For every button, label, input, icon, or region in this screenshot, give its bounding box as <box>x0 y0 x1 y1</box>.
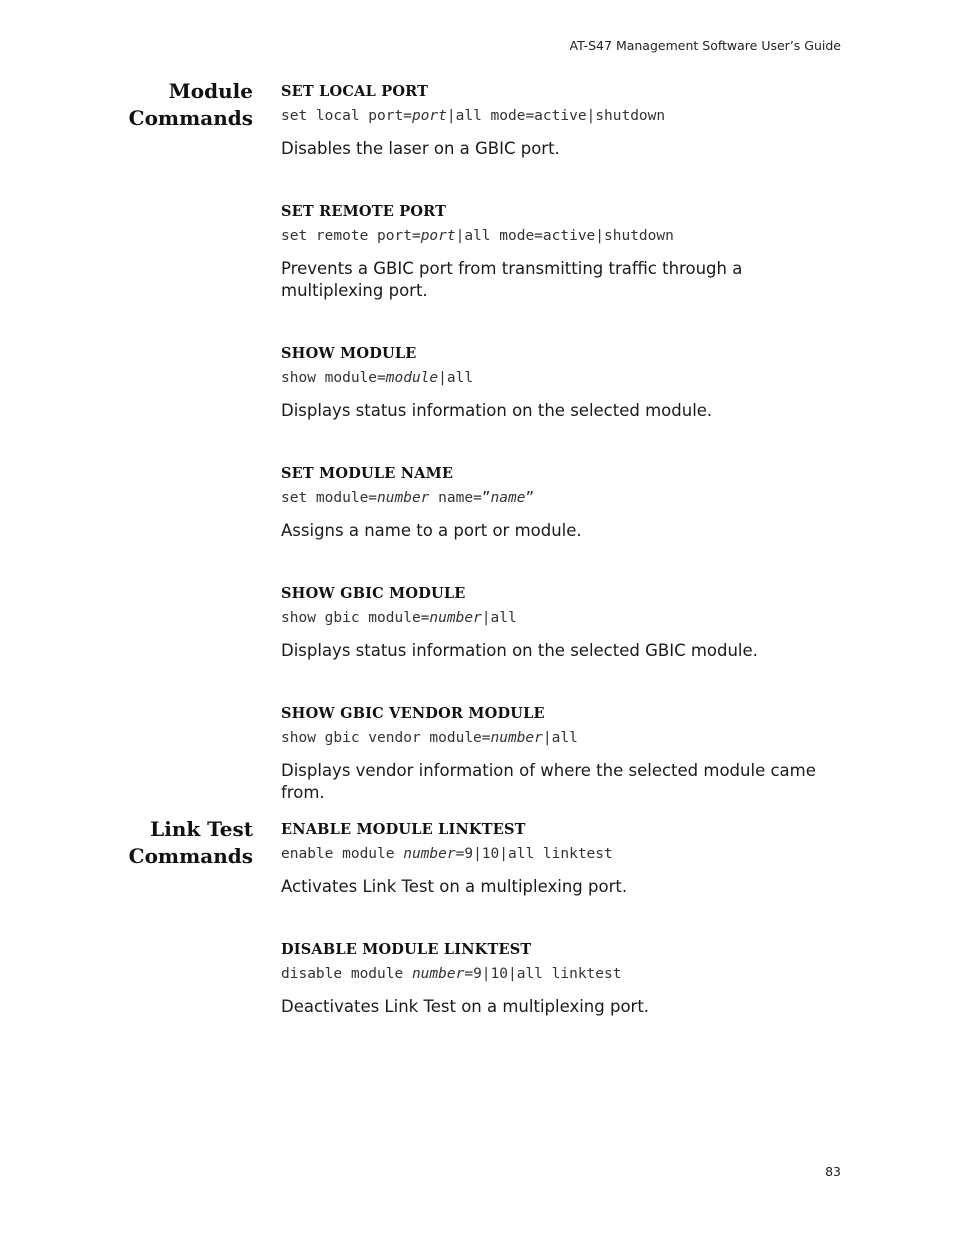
command-syntax <box>281 226 841 258</box>
command-heading: SET MODULE NAME <box>281 465 454 482</box>
command-syntax <box>281 844 841 876</box>
section-title-line-1: Module <box>168 79 253 103</box>
command-description: Displays status information on the selected GBIC module. <box>281 641 758 660</box>
syntax-literal: =9|10|all linktest <box>455 846 613 862</box>
command-description: Displays status information on the selected module. <box>281 401 713 420</box>
command-description: Displays vendor information of where the selected module came from. <box>281 761 816 802</box>
command-description: Deactivates Link Test on a multiplexing port. <box>281 997 650 1016</box>
command-heading: SHOW GBIC MODULE <box>281 585 466 602</box>
syntax-parameter: name <box>490 490 526 506</box>
syntax-literal: name=” <box>429 490 491 506</box>
command-block <box>281 584 841 704</box>
syntax-literal: set module= <box>281 490 378 506</box>
command-heading: SHOW GBIC VENDOR MODULE <box>281 705 545 722</box>
command-block <box>281 940 841 1060</box>
command-heading: SET LOCAL PORT <box>281 83 429 100</box>
command-syntax <box>281 488 841 520</box>
command-heading: SHOW MODULE <box>281 345 417 362</box>
syntax-literal: disable module <box>281 966 412 982</box>
running-header: AT-S47 Management Software User’s Guide <box>569 38 841 53</box>
command-syntax <box>281 368 841 400</box>
syntax-literal: show module= <box>281 370 386 386</box>
command-syntax <box>281 728 841 760</box>
syntax-parameter: number <box>490 730 543 746</box>
command-heading: ENABLE MODULE LINKTEST <box>281 821 526 838</box>
command-syntax <box>281 964 841 996</box>
syntax-literal: set local port= <box>281 108 412 124</box>
section-title <box>100 816 253 870</box>
syntax-literal: |all <box>438 370 474 386</box>
syntax-parameter: port <box>420 228 456 244</box>
command-block <box>281 202 841 344</box>
command-block <box>281 344 841 464</box>
command-block <box>281 464 841 584</box>
command-description: Assigns a name to a port or module. <box>281 521 582 540</box>
syntax-literal: enable module <box>281 846 404 862</box>
syntax-literal: |all mode=active|shutdown <box>455 228 674 244</box>
command-description: Prevents a GBIC port from transmitting traffic through a multiplexing port. <box>281 259 743 300</box>
command-list <box>281 82 841 820</box>
section-title-line-2: Commands <box>128 844 253 868</box>
command-description: Disables the laser on a GBIC port. <box>281 139 560 158</box>
section-title <box>100 78 253 132</box>
syntax-literal: =9|10|all linktest <box>464 966 622 982</box>
syntax-parameter: number <box>429 610 482 626</box>
page-number: 83 <box>825 1164 841 1179</box>
syntax-literal: |all mode=active|shutdown <box>446 108 666 124</box>
command-block <box>281 820 841 940</box>
command-heading: DISABLE MODULE LINKTEST <box>281 941 532 958</box>
syntax-literal: show gbic vendor module= <box>281 730 491 746</box>
command-block <box>281 82 841 202</box>
syntax-literal: ” <box>525 490 535 506</box>
syntax-literal: show gbic module= <box>281 610 430 626</box>
command-syntax <box>281 608 841 640</box>
syntax-literal: |all <box>481 610 517 626</box>
section-title-line-1: Link Test <box>150 817 253 841</box>
command-description: Activates Link Test on a multiplexing port. <box>281 877 628 896</box>
syntax-literal: set remote port= <box>281 228 421 244</box>
syntax-literal: |all <box>542 730 578 746</box>
command-heading: SET REMOTE PORT <box>281 203 447 220</box>
syntax-parameter: module <box>385 370 439 386</box>
syntax-parameter: port <box>411 108 447 124</box>
syntax-parameter: number <box>377 490 430 506</box>
section-title-line-2: Commands <box>128 106 253 130</box>
syntax-parameter: number <box>403 846 456 862</box>
command-syntax <box>281 106 841 138</box>
command-list <box>281 820 841 1060</box>
syntax-parameter: number <box>411 966 465 982</box>
command-block <box>281 704 841 820</box>
